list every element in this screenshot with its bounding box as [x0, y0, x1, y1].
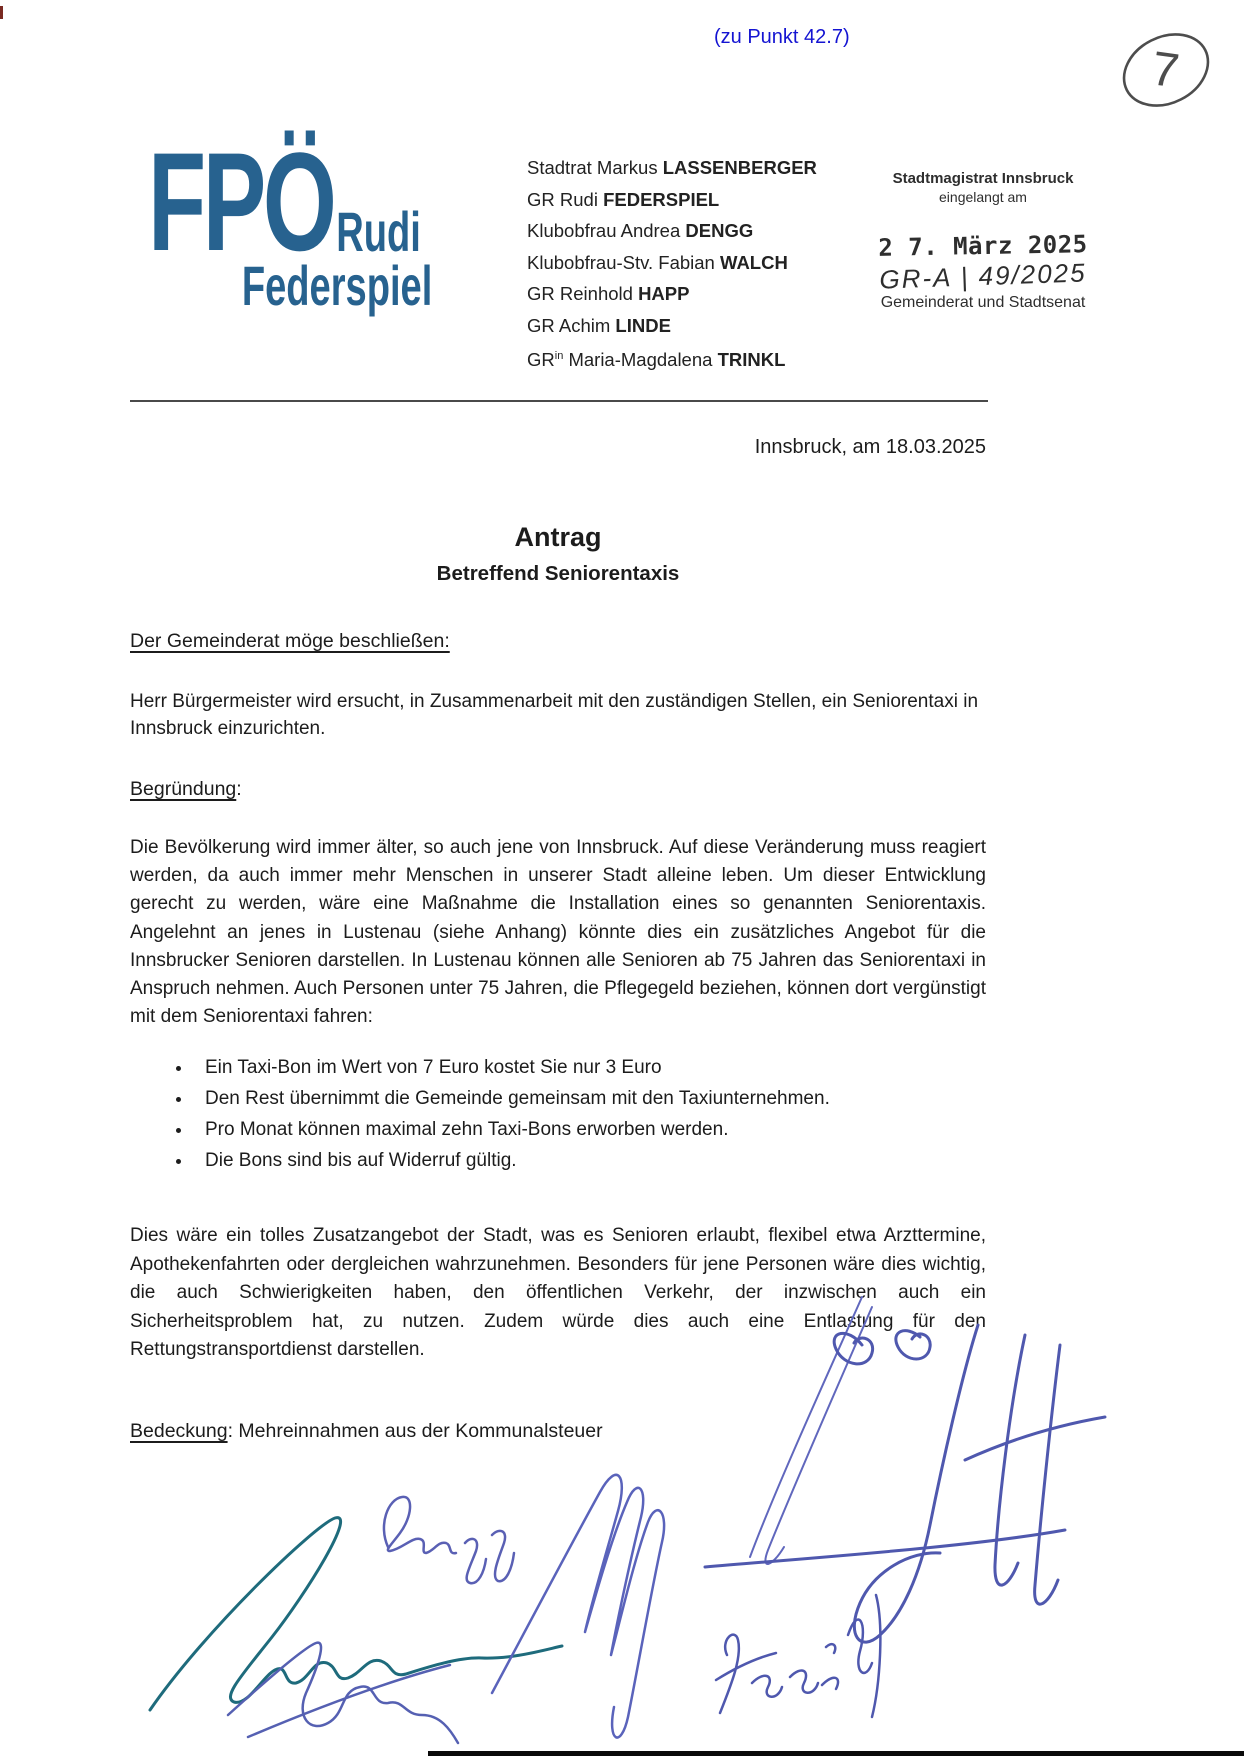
funding-line: Bedeckung: Mehreinnahmen aus der Kommunalsteuer [130, 1420, 603, 1442]
bullet-item: • Ein Taxi-Bon im Wert von 7 Euro kostet Sie nur 3 Euro [193, 1052, 1049, 1083]
bullet-item: • Pro Monat können maximal zehn Taxi-Bons erworben werden. [193, 1114, 1049, 1145]
logo-brand: FPÖ [148, 123, 334, 280]
signature-stroke-middle [492, 1475, 664, 1738]
author-line: GR Achim LINDE [527, 314, 671, 336]
logo-first-name: Rudi [336, 200, 421, 263]
circled-number-glyph: 7 [1148, 42, 1183, 99]
author-line: Klubobfrau Andrea DENGG [527, 220, 754, 241]
author-line: Stadtrat Markus LASSENBERGER [527, 157, 817, 178]
dateline: Innsbruck, am 18.03.2025 [754, 436, 986, 458]
stamp-reference-handwritten: GR-A | 49/2025 [878, 257, 1088, 295]
agenda-point-note: (zu Punkt 42.7) [714, 26, 850, 48]
closing-body: Dies wäre ein tolles Zusatzangebot der Stadt, was es Senioren erlaubt, flexibel etwa Arzttermine, Apothekenfahrten oder dergleichen wahrzunehmen. Besonders für jene Personen wäre dies wichtig, die auch Schwierigkeiten haben, den öffentlichen Verkehr, der inzwischen auch ein Sicherheitsproblem hat, zu nutzen. Zudem würde dies auch eine Entlastung für den Rettungstransportdienst darstellen. [130, 1225, 986, 1360]
author-line: Klubobfrau-Stv. Fabian WALCH [527, 251, 788, 273]
fpo-logo [148, 123, 433, 317]
resolution-heading: Der Gemeinderat möge beschließen: [130, 630, 450, 652]
justification-heading: Begründung: [130, 778, 242, 800]
author-line: $GR^{in}$ Maria-Magdalena TRINKL [527, 349, 786, 371]
receipt-stamp [842, 170, 1124, 312]
justification-body: Die Bevölkerung wird immer älter, so auch jene von Innsbruck. Auf diese Veränderung muss reagiert werden, da auch immer mehr Menschen in unserer Stadt alleine leben. Um dieser Entwicklung gerecht zu werden, wäre eine Maßnahme die Installation eines so genannten Seniorentaxis. Angelehnt an jenes in Lustenau (siehe Anhang) könnte dies ein zusätzliches Angebot für die Innsbrucker Senioren darstellen. In Lustenau können alle Senioren ab 75 Jahren das Seniorentaxi in Anspruch nehmen. Auch Personen unter 75 Jahren, die Pflegegeld beziehen, können dort vergünstigt mit dem Seniorentaxi fahren: [130, 837, 986, 1028]
author-line: GR Reinhold HAPP [527, 283, 690, 304]
resolution-body: Herr Bürgermeister wird ersucht, in Zusammenarbeit mit den zuständigen Stellen, ein Seniorentaxi in Innsbruck einzurichten. [130, 691, 979, 739]
stamp-date: 2 7. März 2025 [878, 230, 1088, 262]
stamp-office: Stadtmagistrat Innsbruck [892, 170, 1074, 187]
signature-stroke-bottom-left [228, 1643, 458, 1743]
document-subject: Betreffend Seniorentaxis [436, 562, 680, 585]
header-divider [130, 400, 988, 402]
bullet-item: • Den Rest übernimmt die Gemeinde gemeinsam mit den Taxiunternehmen. [193, 1083, 1049, 1114]
logo-last-name: Federspiel [241, 254, 433, 317]
handwritten-circled-number [1108, 18, 1224, 122]
author-line: GR Rudi FEDERSPIEL [527, 188, 720, 210]
signature-stroke-dengg [384, 1497, 514, 1583]
stamp-received-label: eingelangt am [939, 189, 1027, 205]
signature-stroke-teal [150, 1518, 562, 1710]
scan-edge-bar [428, 1751, 1244, 1756]
signatures-ink [120, 1285, 1110, 1756]
taxi-bon-bullet-list [130, 1052, 1049, 1176]
scan-artifact [0, 6, 3, 19]
title-block [130, 522, 986, 586]
signature-stroke-right [705, 1325, 1105, 1642]
stamp-department: Gemeinderat und Stadtsenat [880, 294, 1086, 311]
author-list [527, 152, 817, 376]
bullet-item: • Die Bons sind bis auf Widerruf gültig. [193, 1145, 1049, 1176]
document-title: Antrag [514, 522, 602, 552]
